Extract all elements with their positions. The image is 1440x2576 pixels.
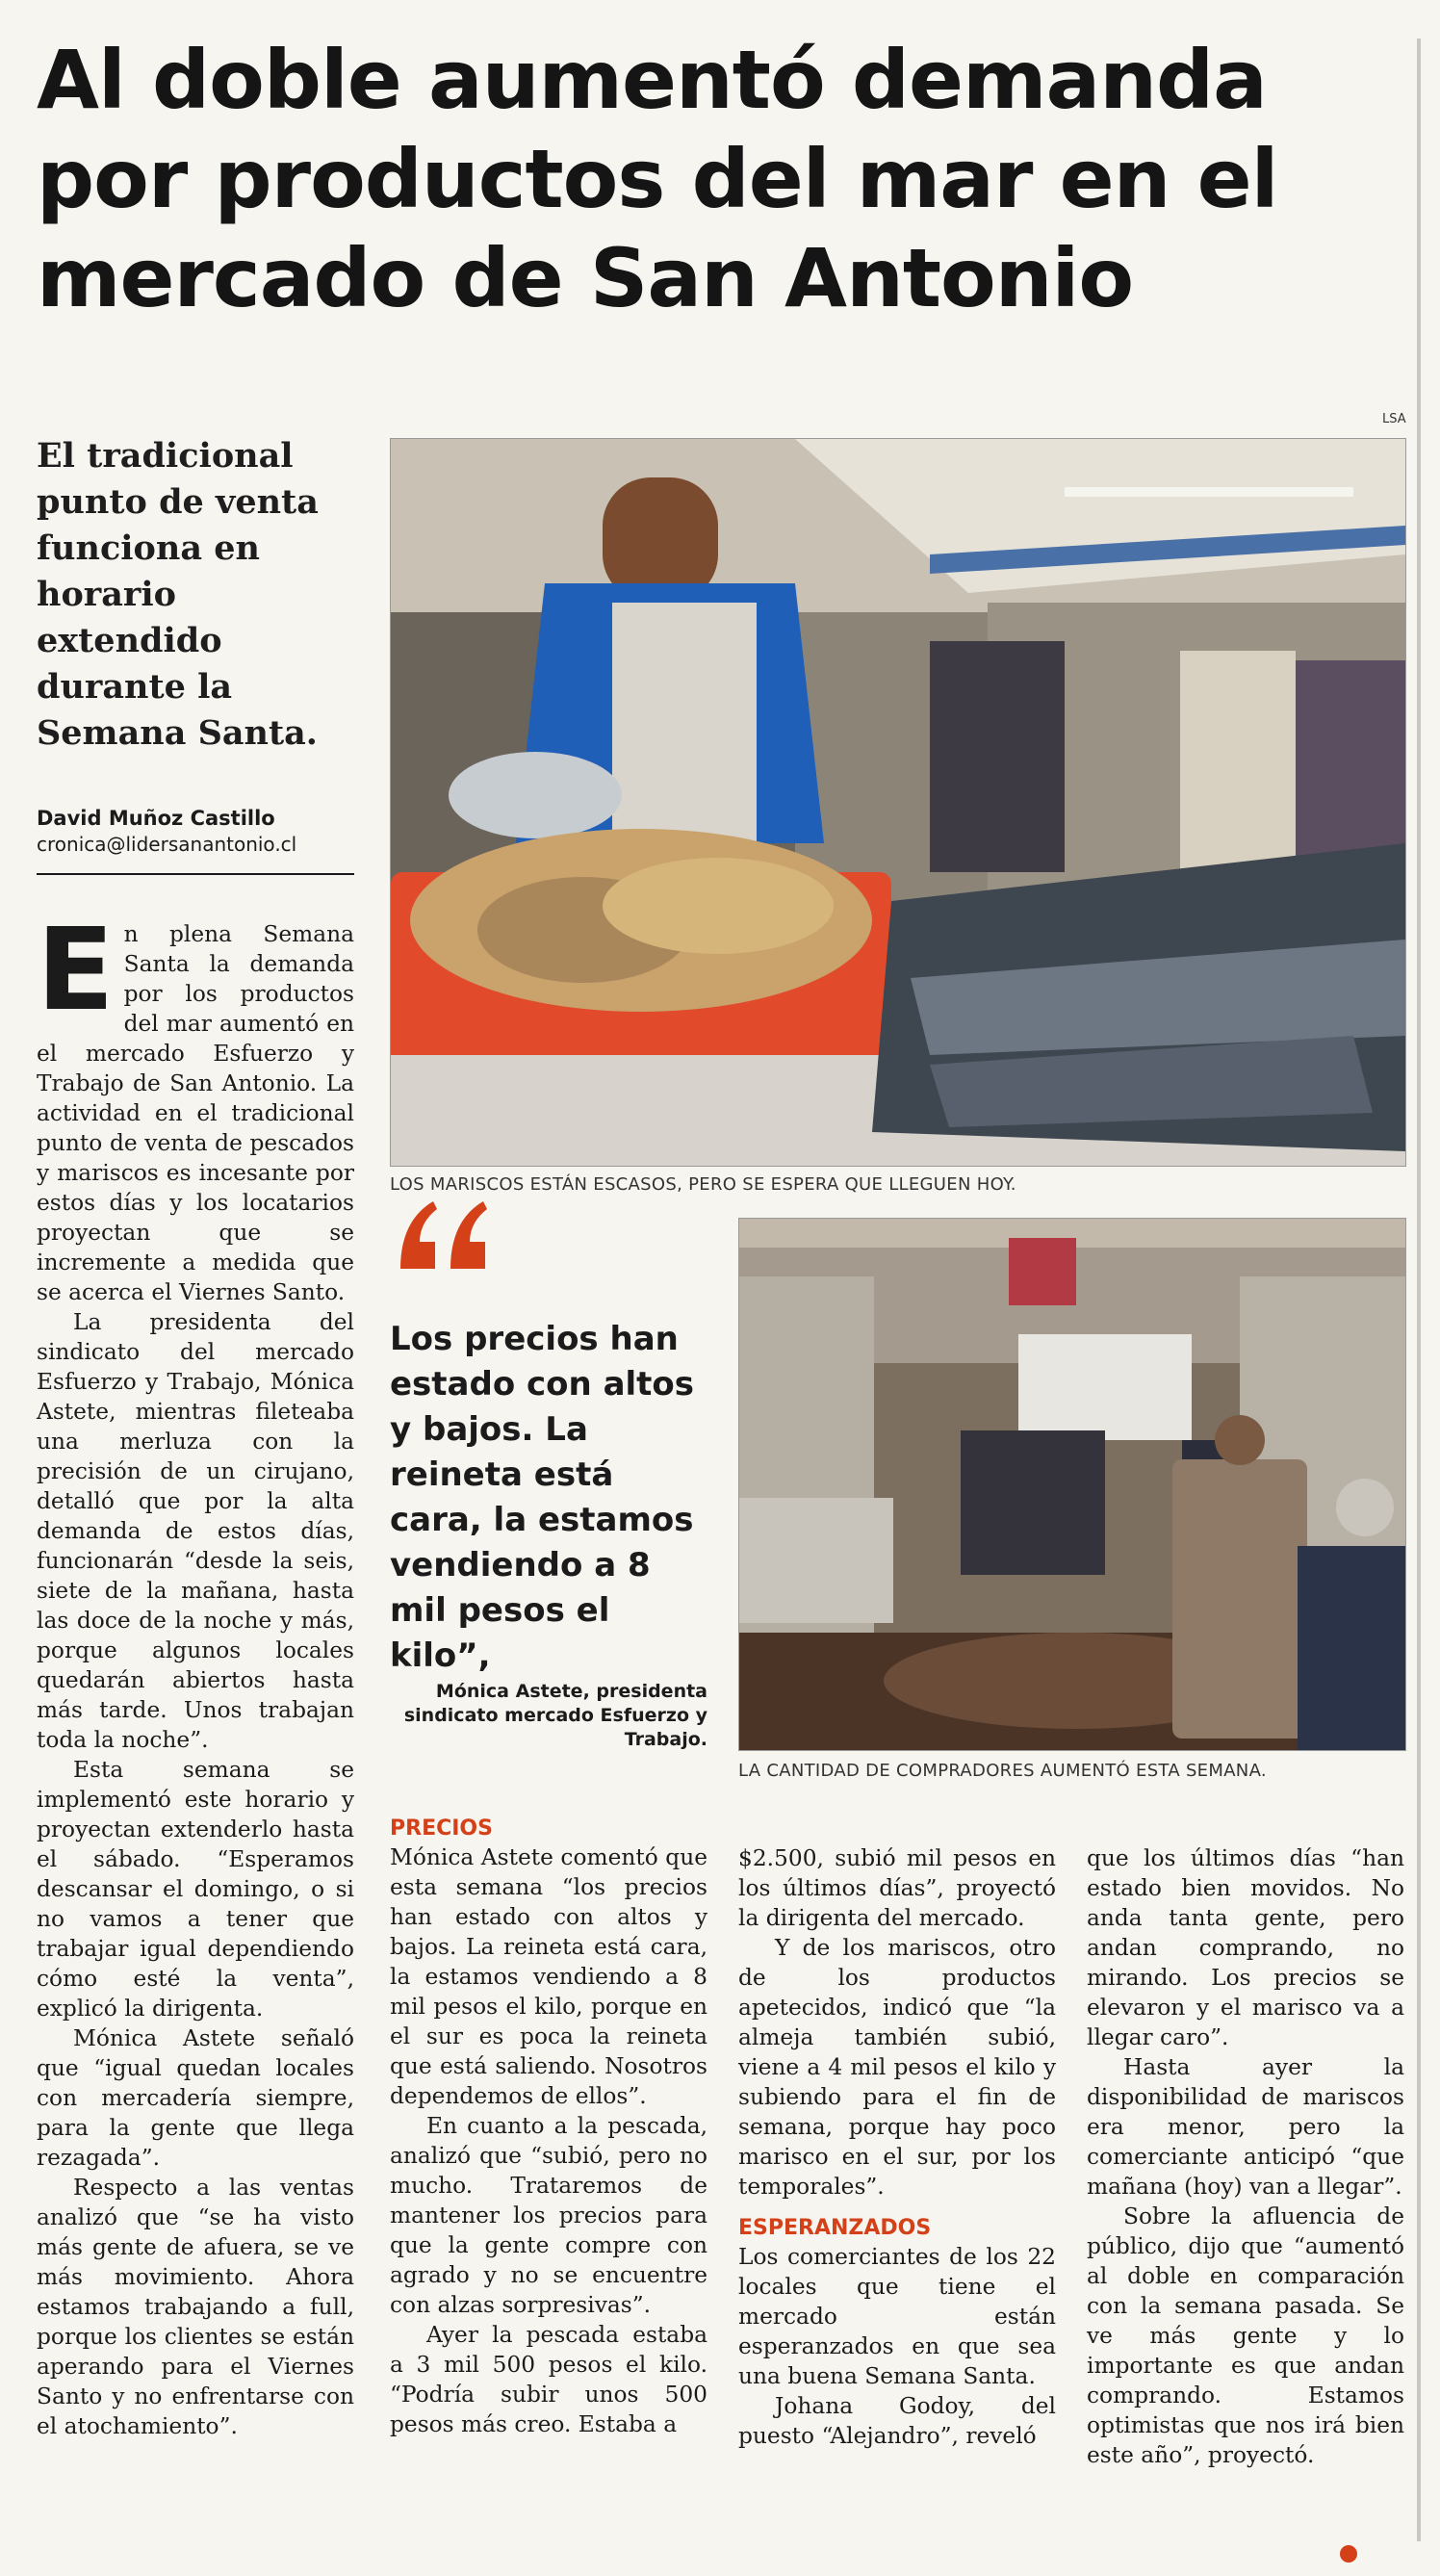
photo2-caption: LA CANTIDAD DE COMPRADORES AUMENTÓ ESTA SEMANA. (738, 1761, 1267, 1781)
body-paragraph: que los últimos días “han estado bien movidos. No anda tanta gente, pero andan comprando, no mirando. Los precios se elevaron y el marisco va a llegar caro”. (1087, 1845, 1404, 2050)
author-email[interactable]: cronica@lidersanantonio.cl (37, 833, 297, 856)
photo-seafood-vendor-image (391, 439, 1405, 1166)
body-column-2 (390, 1810, 707, 2439)
section-heading: ESPERANZADOS (738, 2216, 932, 2240)
body-paragraph: Johana Godoy, del puesto “Alejandro”, reveló (738, 2393, 1056, 2449)
body-paragraph: Esta semana se implementó este horario y proyectan extenderlo hasta el sábado. “Esperamos descansar el domingo, o si no vamos a tener que trabajar igual dependiendo cómo esté la venta”, explicó la dirigenta. (37, 1757, 354, 2022)
photo1-caption: LOS MARISCOS ESTÁN ESCASOS, PERO SE ESPERA QUE LLEGUEN HOY. (390, 1174, 1016, 1195)
pull-quote-attribution: Mónica Astete, presidenta sindicato mercado Esfuerzo y Trabajo. (403, 1681, 707, 1750)
body-paragraph: En cuanto a la pescada, analizó que “subió, pero no mucho. Trataremos de mantener los precios para que la gente compre con agrado y no se encuentre con alzas sorpresivas”. (390, 2113, 707, 2318)
body-paragraph: Sobre la afluencia de público, dijo que “aumentó al doble en comparación con la semana pasada. Se ve más gente y lo importante es que andan comprando. Estamos optimistas que nos irá bien este año”, proyectó. (1087, 2203, 1404, 2468)
body-paragraph: Mónica Astete señaló que “igual quedan locales con mercadería siempre, para la gente que llega rezagada”. (37, 2025, 354, 2171)
column-rule (1417, 39, 1421, 2541)
body-column-1 (37, 903, 354, 2441)
photo-market-crowd-image (739, 1219, 1405, 1750)
section-heading: PRECIOS (390, 1816, 493, 1841)
body-paragraph: Y de los mariscos, otro de los productos apetecidos, indicó que “la almeja también subió, viene a 4 mil pesos el kilo y subiendo para el fin de semana, porque hay poco marisco en el sur, por los temporales”. (738, 1935, 1056, 2200)
photo-market-crowd (738, 1218, 1406, 1751)
deck: El tradicional punto de venta funciona en horario extendido durante la Semana Santa. (37, 436, 319, 753)
drop-cap: E (37, 903, 115, 1036)
body-paragraph: Ayer la pescada estaba a 3 mil 500 pesos el kilo. “Podría subir unos 500 pesos más creo. Estaba a (390, 2322, 707, 2437)
body-paragraph: Respecto a las ventas analizó que “se ha visto más gente de afuera, se ve más movimiento. Ahora estamos trabajando a full, porque los clientes se están aperando para el Viernes Santo y no enfrentarse con el atochamiento”. (37, 2175, 354, 2439)
body-paragraph: En plena Semana Santa la demanda por los productos del mar aumentó en el mercado Esfuerzo y Trabajo de San Antonio. La actividad en el tradicional punto de venta de pescados y mariscos es incesante por estos días y los locatarios proyectan que se incremente a medida que se acerca el Viernes Santo. (37, 903, 354, 1305)
quote-mark-icon (393, 1192, 499, 1278)
photo-seafood-vendor (390, 438, 1406, 1167)
author-name: David Muñoz Castillo (37, 807, 275, 830)
body-paragraph: Mónica Astete comentó que esta semana “los precios han estado con altos y bajos. La reineta está cara, la estamos vendiendo a 8 mil pesos el kilo, porque en el sur es poca la reineta que está saliendo. Nosotros dependemos de ellos”. (390, 1844, 707, 2109)
headline: Al doble aumentó demanda por productos del mar en el mercado de San Antonio (37, 33, 1278, 325)
byline-divider (37, 873, 354, 875)
end-mark-icon (1340, 2545, 1357, 2563)
body-paragraph: $2.500, subió mil pesos en los últimos días”, proyectó la dirigenta del mercado. (738, 1845, 1056, 1931)
body-paragraph: La presidenta del sindicato del mercado Esfuerzo y Trabajo, Mónica Astete, mientras fileteaba una merluza con la precisión de un cirujano, detalló que por la alta demanda de estos días, funcionarán “desde la seis, siete de la mañana, hasta las doce de la noche y más, porque algunos locales quedarán abiertos hasta más tarde. Unos trabajan toda la noche”. (37, 1309, 354, 1753)
photo-credit: LSA (1382, 412, 1406, 426)
body-column-4 (1087, 1843, 1404, 2470)
body-paragraph: Los comerciantes de los 22 locales que tiene el mercado están esperanzados en que sea una buena Semana Santa. (738, 2244, 1056, 2389)
body-paragraph: Hasta ayer la disponibilidad de mariscos era menor, pero la comerciante anticipó “que mañana (hoy) van a llegar”. (1087, 2054, 1404, 2200)
body-column-3 (738, 1843, 1056, 2451)
pull-quote: Los precios han estado con altos y bajos. La reineta está cara, la estamos vendiendo a 8 mil pesos el kilo”, (390, 1320, 695, 1675)
